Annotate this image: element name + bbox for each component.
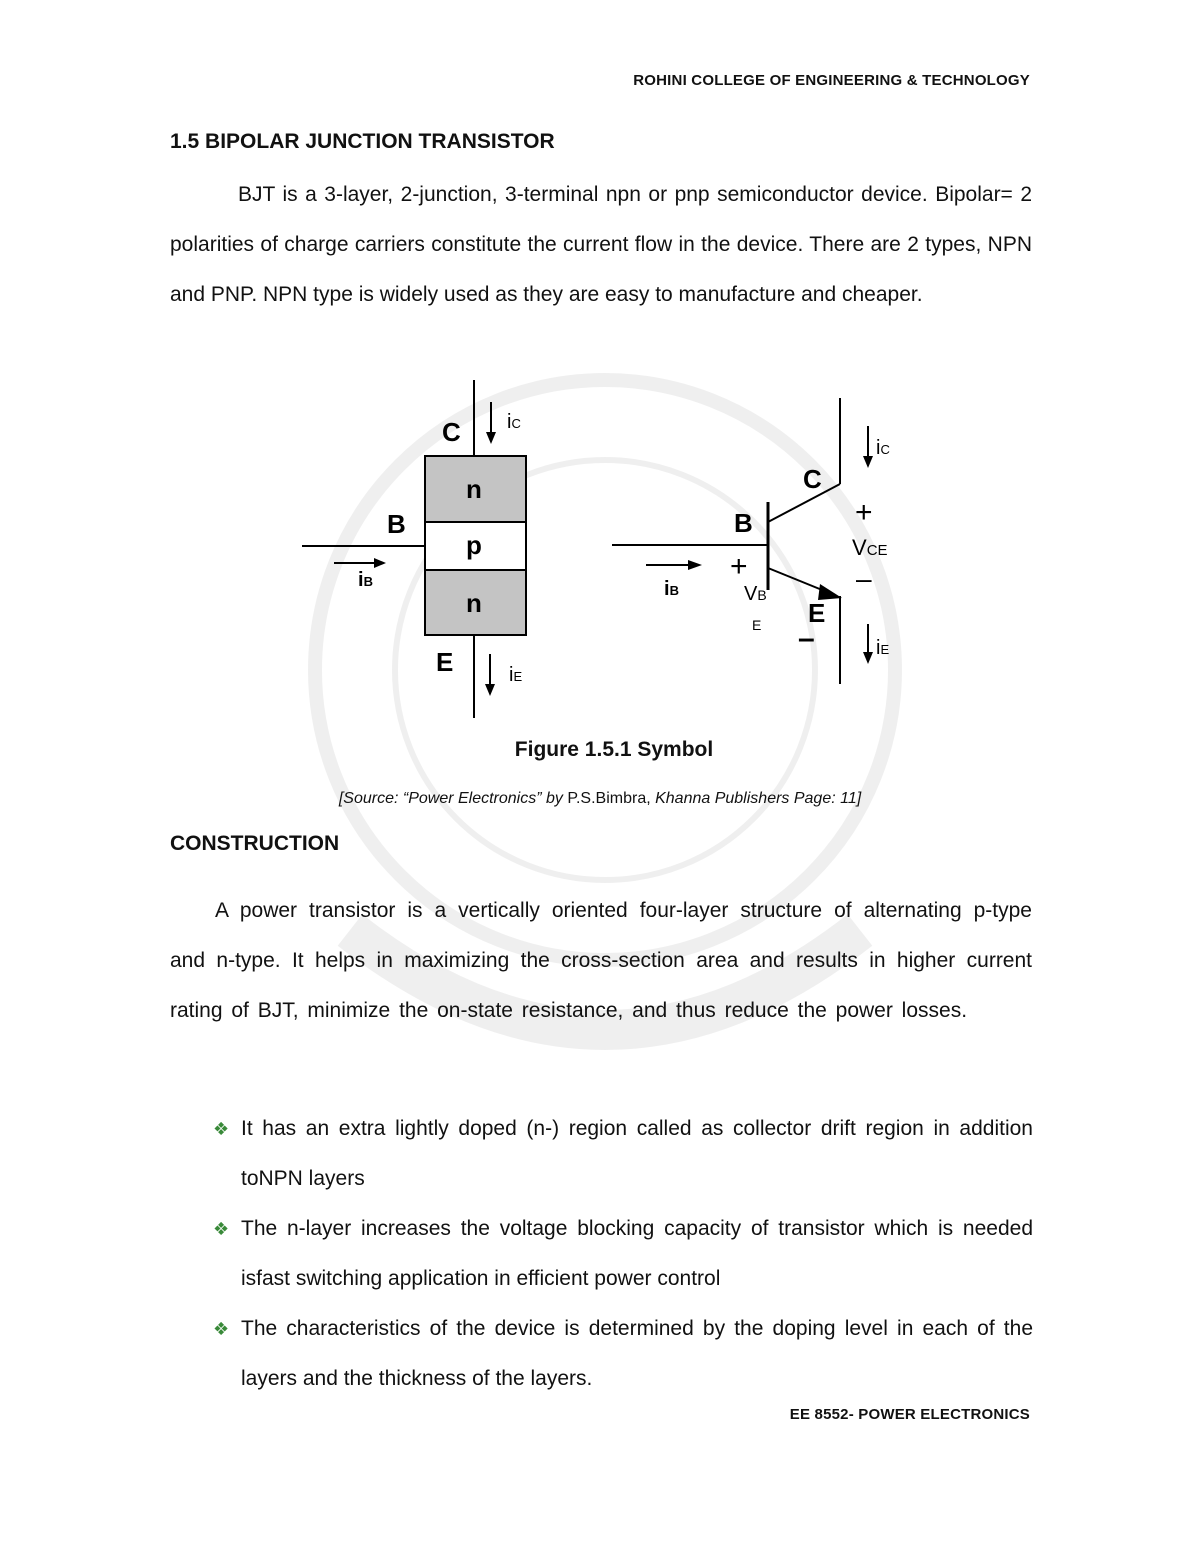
vce-plus-sign: + [855, 496, 873, 529]
ib-label-right: iB [664, 578, 679, 600]
page-footer: EE 8552- POWER ELECTRONICS [789, 1406, 1030, 1423]
list-item [213, 1304, 1033, 1404]
terminal-e-label: E [436, 647, 454, 677]
terminal-c-symbol-label: C [803, 464, 822, 494]
ie-label-left: iE [509, 664, 523, 686]
construction-paragraph: A power transistor is a vertically oriented four-layer structure of alternating p-type and n-type. It helps in maximizing the cross-section area and results in higher current rating of BJT, minimize the on-state resistance, and thus reduce the power losses. [170, 899, 1032, 1022]
source-author: P.S.Bimbra, [567, 790, 651, 807]
base-current-arrow-left [374, 558, 386, 568]
figure-source [0, 790, 1200, 808]
layer-label-n-top: n [466, 474, 482, 504]
bullet-text: It has an extra lightly doped (n-) region called as collector drift region in addition toNPN layers [241, 1117, 1033, 1190]
bullet-text: The characteristics of the device is determined by the doping level in each of the layers and the thickness of the layers. [241, 1317, 1033, 1390]
terminal-e-symbol-label: E [808, 598, 826, 628]
collector-current-arrow-right [863, 456, 873, 468]
layer-label-n-bottom: n [466, 588, 482, 618]
npn-transistor-symbol [612, 398, 890, 684]
diamond-bullet-icon: ❖ [213, 1119, 230, 1139]
diamond-bullet-icon: ❖ [213, 1219, 230, 1239]
bjt-symbol-figure [290, 372, 930, 732]
ic-label-right: iC [876, 437, 890, 459]
ie-label-right: iE [876, 637, 890, 659]
terminal-c-label: C [442, 417, 461, 447]
emitter-current-arrow-left [485, 684, 495, 696]
vce-label: VCE [852, 535, 888, 560]
figure-caption: Figure 1.5.1 Symbol [514, 738, 714, 761]
source-prefix: [Source: “Power Electronics” by [338, 790, 568, 807]
construction-heading: CONSTRUCTION [170, 832, 340, 855]
npn-layer-diagram [302, 380, 526, 718]
bullet-text: The n-layer increases the voltage blocking capacity of transistor which is needed isfast switching application in efficient power control [241, 1217, 1033, 1290]
ib-label-left: iB [358, 569, 373, 591]
collector-current-arrow [486, 432, 496, 444]
ic-label: iC [507, 411, 521, 433]
vbe-label-sub: E [752, 617, 762, 633]
section-title: 1.5 BIPOLAR JUNCTION TRANSISTOR [170, 130, 555, 153]
vbe-label: VB [744, 583, 767, 605]
list-item [213, 1204, 1033, 1304]
terminal-b-label: B [387, 509, 406, 539]
vce-minus-sign: – [856, 563, 872, 594]
layer-label-p: p [466, 530, 482, 560]
list-item [213, 1104, 1033, 1204]
base-current-arrow-right [688, 560, 702, 570]
diamond-bullet-icon: ❖ [213, 1319, 230, 1339]
vbe-minus-sign: – [798, 622, 815, 655]
terminal-b-symbol-label: B [734, 508, 753, 538]
source-suffix: Khanna Publishers Page: 11] [650, 790, 862, 807]
page-header: ROHINI COLLEGE OF ENGINEERING & TECHNOLOGY [633, 72, 1030, 89]
construction-bullet-list [213, 1104, 1033, 1404]
intro-paragraph: BJT is a 3-layer, 2-junction, 3-terminal npn or pnp semiconductor device. Bipolar= 2 polarities of charge carriers constitute the current flow in the device. There are 2 types, NPN and PNP. NPN type is widely used as they are easy to manufacture and cheaper. [170, 183, 1032, 306]
emitter-current-arrow-right [863, 652, 873, 664]
vbe-plus-sign: + [730, 550, 748, 583]
